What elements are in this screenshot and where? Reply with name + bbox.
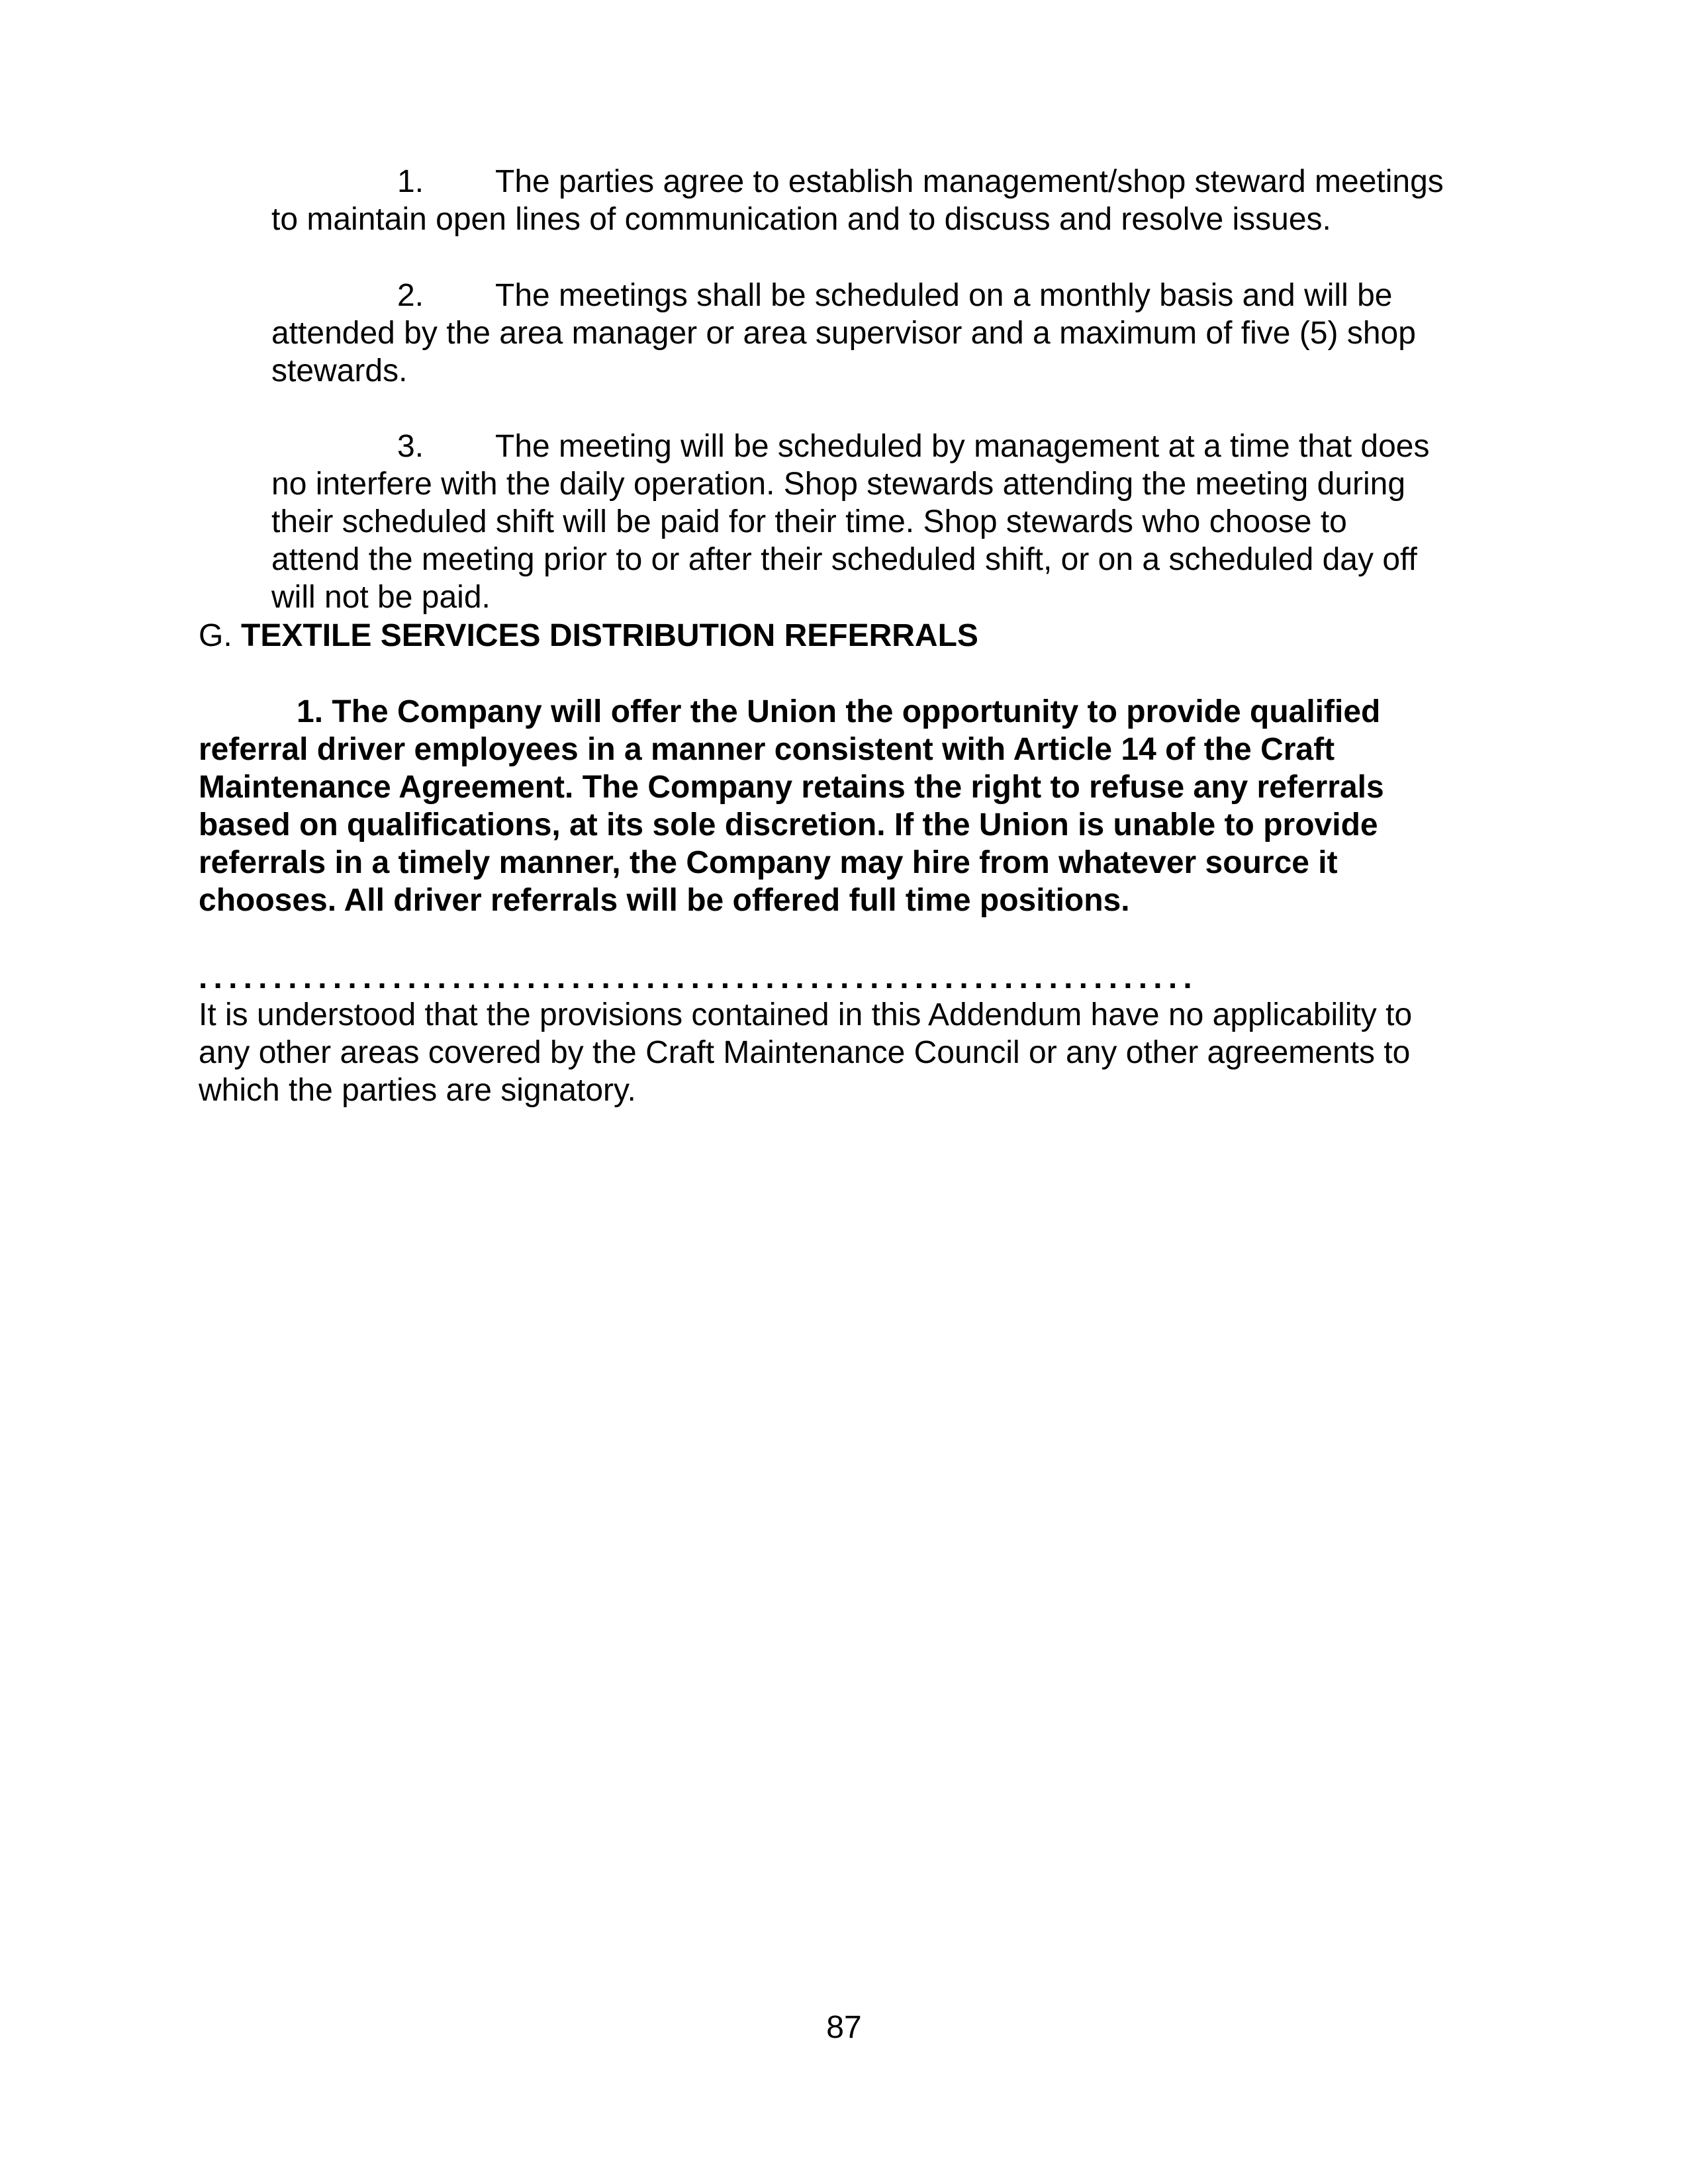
referral-line-1: 1. The Company will offer the Union the opportunity to provide qualified — [297, 694, 1381, 729]
referral-paragraph — [199, 693, 1489, 919]
item-3-line-4: attend the meeting prior to or after their scheduled shift, or on a scheduled day off — [271, 542, 1417, 577]
item-3-line-1: The meeting will be scheduled by management at a time that does — [495, 429, 1430, 464]
section-title: TEXTILE SERVICES DISTRIBUTION REFERRALS — [241, 618, 978, 653]
referral-line-4: based on qualifications, at its sole discretion. If the Union is unable to provide — [199, 807, 1378, 842]
closing-line-3: which the parties are signatory. — [199, 1073, 636, 1108]
section-letter: G. — [199, 618, 232, 653]
numbered-item-3 — [271, 428, 1496, 616]
dotted-separator: ................................................................... — [199, 965, 1198, 991]
referral-line-2: referral driver employees in a manner consistent with Article 14 of the Craft — [199, 732, 1335, 767]
item-3-line-2: no interfere with the daily operation. Shop stewards attending the meeting during — [271, 467, 1406, 502]
item-2-line-2: attended by the area manager or area supervisor and a maximum of five (5) shop — [271, 316, 1416, 351]
item-1-line-1: The parties agree to establish management/shop steward meetings — [495, 164, 1444, 199]
closing-paragraph — [199, 996, 1489, 1109]
section-heading — [199, 617, 1489, 655]
item-2-line-3: stewards. — [271, 353, 408, 388]
item-1-line-2: to maintain open lines of communication and to discuss and resolve issues. — [271, 202, 1331, 237]
item-3-number: 3. — [397, 429, 424, 464]
closing-line-1: It is understood that the provisions contained in this Addendum have no applicability to — [199, 997, 1413, 1032]
numbered-item-2 — [271, 277, 1496, 390]
closing-line-2: any other areas covered by the Craft Maintenance Council or any other agreements to — [199, 1035, 1411, 1070]
item-1-first-line — [271, 163, 1496, 201]
item-3-line-5: will not be paid. — [271, 580, 491, 615]
page-number: 87 — [826, 2010, 862, 2045]
item-2-line-1: The meetings shall be scheduled on a monthly basis and will be — [495, 278, 1393, 313]
numbered-item-1 — [271, 163, 1496, 238]
item-2-first-line — [271, 277, 1496, 314]
referral-line-5: referrals in a timely manner, the Company may hire from whatever source it — [199, 845, 1338, 880]
referral-line-3: Maintenance Agreement. The Company retains the right to refuse any referrals — [199, 770, 1384, 805]
referral-line-6: chooses. All driver referrals will be offered full time positions. — [199, 883, 1130, 918]
item-3-first-line — [271, 428, 1496, 465]
item-3-line-3: their scheduled shift will be paid for their time. Shop stewards who choose to — [271, 504, 1347, 539]
item-1-number: 1. — [397, 164, 424, 199]
item-2-number: 2. — [397, 278, 424, 313]
